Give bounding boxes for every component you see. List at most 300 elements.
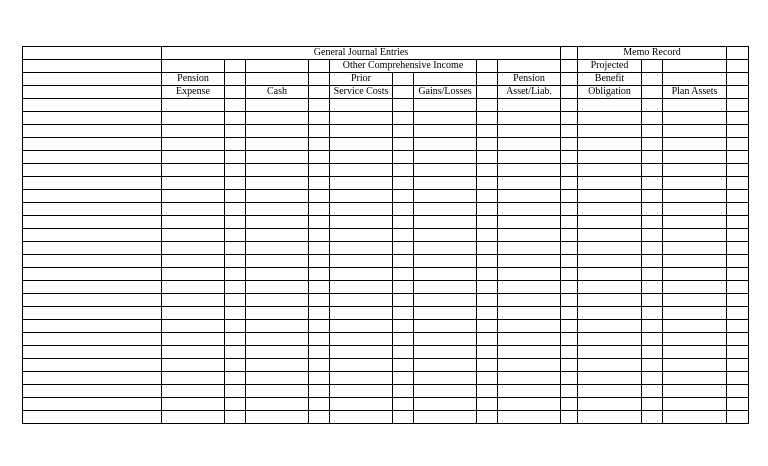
worksheet-cell [663,398,727,411]
worksheet-cell [727,372,749,385]
worksheet-cell [727,177,749,190]
worksheet-cell [23,294,162,307]
worksheet-cell [393,190,414,203]
worksheet-cell [498,281,561,294]
worksheet-cell [578,216,642,229]
worksheet-cell [23,203,162,216]
worksheet-cell [642,229,663,242]
worksheet-cell [727,268,749,281]
worksheet-cell [246,333,309,346]
worksheet-cell [727,229,749,242]
worksheet-cell [498,255,561,268]
worksheet-cell [498,294,561,307]
worksheet-cell [727,294,749,307]
worksheet-cell [246,138,309,151]
blank-cell [561,73,578,86]
worksheet-cell [330,112,393,125]
worksheet-cell [578,138,642,151]
worksheet-cell [642,203,663,216]
worksheet-cell [225,268,246,281]
worksheet-cell [246,372,309,385]
worksheet-cell [23,125,162,138]
worksheet-cell [642,372,663,385]
worksheet-cell [477,190,498,203]
worksheet-cell [477,112,498,125]
worksheet-cell [498,99,561,112]
pension-expense-header-line-2: Expense [162,86,225,99]
worksheet-cell [309,125,330,138]
worksheet-cell [414,372,477,385]
worksheet-cell [561,411,578,424]
worksheet-cell [498,125,561,138]
worksheet-cell [663,294,727,307]
worksheet-cell [309,229,330,242]
worksheet-cell [727,112,749,125]
worksheet-cell [578,112,642,125]
worksheet-row [23,151,749,164]
worksheet-cell [162,268,225,281]
worksheet-cell [727,138,749,151]
blank-cell [393,86,414,99]
worksheet-cell [663,333,727,346]
worksheet-row [23,411,749,424]
worksheet-cell [477,242,498,255]
worksheet-cell [477,164,498,177]
worksheet-cell [23,151,162,164]
worksheet-cell [578,242,642,255]
worksheet-row [23,398,749,411]
worksheet-cell [414,385,477,398]
worksheet-cell [225,203,246,216]
worksheet-cell [727,255,749,268]
worksheet-row [23,242,749,255]
worksheet-cell [330,281,393,294]
worksheet-cell [663,385,727,398]
worksheet-cell [162,125,225,138]
blank-cell [309,73,330,86]
worksheet-cell [498,359,561,372]
worksheet-cell [162,281,225,294]
worksheet-cell [642,359,663,372]
worksheet-cell [663,320,727,333]
worksheet-cell [498,190,561,203]
worksheet-row [23,99,749,112]
worksheet-cell [578,333,642,346]
worksheet-cell [162,151,225,164]
worksheet-cell [663,346,727,359]
worksheet-row [23,138,749,151]
worksheet-cell [414,398,477,411]
worksheet-cell [414,255,477,268]
worksheet-cell [477,372,498,385]
worksheet-cell [225,359,246,372]
worksheet-cell [23,164,162,177]
worksheet-cell [246,398,309,411]
blank-cell [498,60,561,73]
worksheet-cell [414,112,477,125]
worksheet-cell [498,216,561,229]
worksheet-row [23,294,749,307]
worksheet-cell [330,99,393,112]
worksheet-cell [642,255,663,268]
worksheet-cell [498,398,561,411]
worksheet-cell [246,99,309,112]
worksheet-cell [578,398,642,411]
worksheet-cell [23,281,162,294]
worksheet-cell [498,333,561,346]
worksheet-row [23,281,749,294]
blank-cell [23,86,162,99]
blank-cell [23,47,162,60]
worksheet-cell [23,190,162,203]
worksheet-cell [477,229,498,242]
worksheet-cell [330,255,393,268]
worksheet-cell [246,320,309,333]
worksheet-cell [727,99,749,112]
worksheet-cell [309,190,330,203]
worksheet-cell [330,138,393,151]
worksheet-cell [246,385,309,398]
worksheet-cell [309,333,330,346]
pension-worksheet-table [22,46,749,424]
blank-cell [477,73,498,86]
worksheet-cell [309,411,330,424]
worksheet-cell [414,203,477,216]
worksheet-cell [414,229,477,242]
worksheet-cell [246,411,309,424]
worksheet-row [23,229,749,242]
worksheet-cell [561,99,578,112]
worksheet-row [23,372,749,385]
worksheet-cell [23,320,162,333]
blank-cell [642,73,663,86]
worksheet-cell [578,359,642,372]
blank-cell [23,60,162,73]
worksheet-cell [330,242,393,255]
worksheet-cell [393,203,414,216]
worksheet-cell [309,281,330,294]
worksheet-cell [246,216,309,229]
worksheet-cell [330,333,393,346]
worksheet-cell [663,411,727,424]
worksheet-cell [578,320,642,333]
worksheet-cell [414,294,477,307]
worksheet-cell [561,216,578,229]
worksheet-cell [393,398,414,411]
worksheet-cell [561,294,578,307]
worksheet-cell [246,151,309,164]
worksheet-cell [414,346,477,359]
worksheet-cell [162,216,225,229]
worksheet-cell [663,359,727,372]
worksheet-cell [727,190,749,203]
worksheet-cell [414,333,477,346]
worksheet-cell [498,385,561,398]
worksheet-cell [727,216,749,229]
worksheet-cell [727,307,749,320]
worksheet-cell [642,346,663,359]
worksheet-cell [162,372,225,385]
worksheet-cell [498,229,561,242]
worksheet-cell [414,177,477,190]
worksheet-cell [330,411,393,424]
worksheet-cell [225,372,246,385]
worksheet-cell [477,346,498,359]
worksheet-cell [642,125,663,138]
worksheet-cell [330,359,393,372]
worksheet-cell [162,164,225,177]
worksheet-cell [23,346,162,359]
general-journal-entries-header: General Journal Entries [162,47,561,60]
worksheet-cell [663,164,727,177]
worksheet-cell [162,242,225,255]
worksheet-cell [162,398,225,411]
blank-cell [309,86,330,99]
worksheet-cell [477,268,498,281]
blank-cell [162,60,225,73]
worksheet-cell [578,164,642,177]
worksheet-cell [727,281,749,294]
worksheet-cell [561,333,578,346]
worksheet-cell [330,190,393,203]
worksheet-cell [727,333,749,346]
worksheet-cell [393,138,414,151]
worksheet-cell [642,307,663,320]
worksheet-cell [578,294,642,307]
worksheet-cell [663,203,727,216]
worksheet-row [23,112,749,125]
worksheet-cell [225,177,246,190]
worksheet-cell [23,307,162,320]
worksheet-cell [663,125,727,138]
worksheet-cell [23,359,162,372]
worksheet-row [23,320,749,333]
worksheet-cell [414,307,477,320]
worksheet-cell [330,294,393,307]
worksheet-cell [414,411,477,424]
worksheet-cell [642,216,663,229]
header-row-2 [23,60,749,73]
other-comprehensive-income-header: Other Comprehensive Income [330,60,477,73]
pbo-header-line-1: Projected [578,60,642,73]
worksheet-cell [393,372,414,385]
worksheet-cell [309,177,330,190]
worksheet-cell [578,203,642,216]
worksheet-cell [225,190,246,203]
worksheet-cell [561,359,578,372]
blank-cell [727,60,749,73]
worksheet-cell [414,242,477,255]
worksheet-cell [393,255,414,268]
worksheet-cell [309,99,330,112]
worksheet-cell [561,242,578,255]
worksheet-cell [578,307,642,320]
worksheet-cell [225,125,246,138]
worksheet-cell [225,307,246,320]
worksheet-row [23,203,749,216]
worksheet-cell [393,281,414,294]
worksheet-cell [393,242,414,255]
worksheet-cell [477,138,498,151]
worksheet-cell [309,255,330,268]
worksheet-cell [578,177,642,190]
blank-cell [477,60,498,73]
worksheet-cell [309,203,330,216]
worksheet-cell [498,346,561,359]
worksheet-cell [23,177,162,190]
worksheet-cell [330,216,393,229]
worksheet-cell [561,320,578,333]
worksheet-cell [663,99,727,112]
worksheet-cell [393,229,414,242]
header-row-4 [23,86,749,99]
worksheet-cell [309,385,330,398]
blank-cell [561,60,578,73]
worksheet-cell [309,242,330,255]
worksheet-cell [561,255,578,268]
worksheet-cell [727,242,749,255]
worksheet-cell [246,255,309,268]
worksheet-cell [498,307,561,320]
worksheet-cell [578,372,642,385]
worksheet-cell [162,177,225,190]
worksheet-cell [477,216,498,229]
worksheet-cell [330,372,393,385]
worksheet-cell [162,112,225,125]
worksheet-row [23,125,749,138]
worksheet-cell [309,268,330,281]
blank-cell [642,86,663,99]
worksheet-row [23,385,749,398]
blank-cell [225,60,246,73]
worksheet-cell [225,411,246,424]
worksheet-cell [477,281,498,294]
worksheet-cell [309,138,330,151]
worksheet-cell [498,372,561,385]
worksheet-cell [330,203,393,216]
worksheet-row [23,190,749,203]
worksheet-cell [246,190,309,203]
worksheet-cell [477,125,498,138]
worksheet-cell [225,281,246,294]
blank-cell [561,86,578,99]
worksheet-cell [23,398,162,411]
worksheet-cell [393,385,414,398]
worksheet-cell [498,151,561,164]
worksheet-row [23,164,749,177]
worksheet-cell [642,385,663,398]
worksheet-cell [642,242,663,255]
pension-asset-liab-header-line-2: Asset/Liab. [498,86,561,99]
worksheet-cell [663,268,727,281]
worksheet-cell [246,164,309,177]
worksheet-cell [561,203,578,216]
worksheet-cell [727,398,749,411]
worksheet-cell [663,138,727,151]
worksheet-cell [642,112,663,125]
worksheet-cell [663,255,727,268]
worksheet-cell [393,177,414,190]
worksheet-cell [23,333,162,346]
worksheet-row [23,359,749,372]
worksheet-cell [477,411,498,424]
worksheet-cell [498,320,561,333]
worksheet-cell [23,138,162,151]
blank-cell [477,86,498,99]
blank-cell [246,60,309,73]
worksheet-cell [393,164,414,177]
worksheet-cell [663,372,727,385]
worksheet-cell [309,307,330,320]
worksheet-cell [578,229,642,242]
cash-header-line-2: Cash [246,86,309,99]
worksheet-cell [393,99,414,112]
worksheet-row [23,255,749,268]
worksheet-cell [663,307,727,320]
worksheet-cell [727,125,749,138]
worksheet-cell [225,346,246,359]
worksheet-cell [309,346,330,359]
worksheet-cell [561,281,578,294]
prior-service-costs-header-line-2: Service Costs [330,86,393,99]
worksheet-cell [23,372,162,385]
worksheet-cell [162,411,225,424]
worksheet-cell [414,320,477,333]
worksheet-cell [225,99,246,112]
worksheet-cell [642,177,663,190]
worksheet-cell [663,242,727,255]
worksheet-cell [162,359,225,372]
worksheet-cell [414,281,477,294]
worksheet-cell [225,164,246,177]
worksheet-cell [330,307,393,320]
worksheet-cell [225,138,246,151]
worksheet-cell [225,294,246,307]
worksheet-cell [561,151,578,164]
worksheet-cell [477,177,498,190]
worksheet-cell [561,190,578,203]
blank-cell [727,47,749,60]
blank-cell [225,73,246,86]
worksheet-cell [330,164,393,177]
worksheet-cell [393,359,414,372]
worksheet-cell [477,320,498,333]
worksheet-cell [162,138,225,151]
worksheet-cell [162,385,225,398]
worksheet-cell [246,203,309,216]
worksheet-cell [578,99,642,112]
worksheet-cell [642,151,663,164]
blank-cell [309,60,330,73]
worksheet-cell [162,203,225,216]
worksheet-row [23,268,749,281]
worksheet-cell [330,125,393,138]
worksheet-cell [393,333,414,346]
worksheet-cell [393,151,414,164]
worksheet-cell [663,151,727,164]
header-row-1 [23,47,749,60]
worksheet-cell [162,294,225,307]
worksheet-cell [414,216,477,229]
worksheet-cell [23,242,162,255]
worksheet-cell [309,372,330,385]
worksheet-cell [561,307,578,320]
worksheet-row [23,307,749,320]
prior-service-costs-header-line-1: Prior [330,73,393,86]
worksheet-cell [414,138,477,151]
worksheet-cell [578,125,642,138]
worksheet-cell [246,268,309,281]
